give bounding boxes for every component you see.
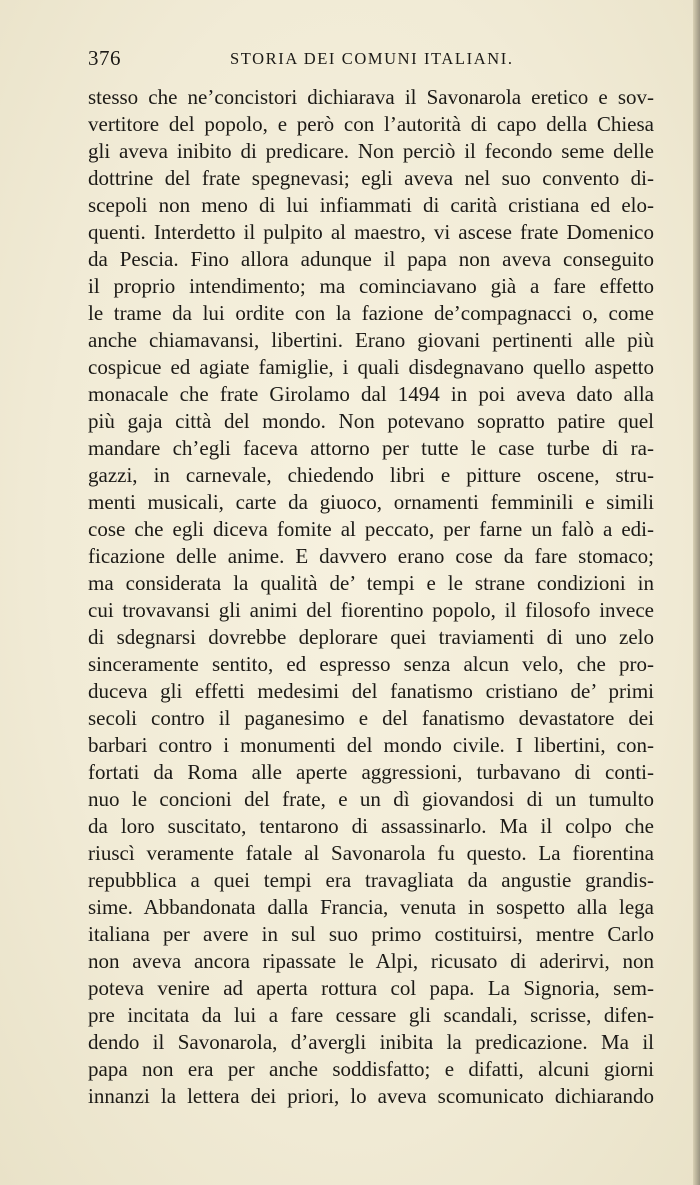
text-line: secoli contro il paganesimo e del fanatismo devastatore dei bbox=[88, 706, 654, 730]
text-line: fortati da Roma alle aperte aggressioni, turbavano di conti- bbox=[88, 760, 654, 784]
page-number: 376 bbox=[88, 46, 121, 70]
text-line: il proprio intendimento; ma cominciavano già a fare effetto bbox=[88, 274, 654, 298]
text-line: di sdegnarsi dovrebbe deplorare quei traviamenti di uno zelo bbox=[88, 625, 654, 649]
text-line: anche chiamavansi, libertini. Erano giovani pertinenti alle più bbox=[88, 328, 654, 352]
text-line: cui trovavansi gli animi del fiorentino popolo, il filosofo invece bbox=[88, 598, 654, 622]
body-text bbox=[88, 84, 654, 1110]
text-line: innanzi la lettera dei priori, lo aveva scomunicato dichiarando bbox=[88, 1084, 654, 1108]
text-line: ficazione delle anime. E davvero erano cose da fare stomaco; bbox=[88, 544, 654, 568]
text-line: dendo il Savonarola, d’avergli inibita la predicazione. Ma il bbox=[88, 1030, 654, 1054]
text-line: gazzi, in carnevale, chiedendo libri e pitture oscene, stru- bbox=[88, 463, 654, 487]
text-line: monacale che frate Girolamo dal 1494 in poi aveva dato alla bbox=[88, 382, 654, 406]
text-line: poteva venire ad aperta rottura col papa. La Signoria, sem- bbox=[88, 976, 654, 1000]
text-line: barbari contro i monumenti del mondo civile. I libertini, con- bbox=[88, 733, 654, 757]
page-header bbox=[88, 46, 658, 70]
text-line: duceva gli effetti medesimi del fanatismo cristiano de’ primi bbox=[88, 679, 654, 703]
text-line: scepoli non meno di lui infiammati di carità cristiana ed elo- bbox=[88, 193, 654, 217]
text-line: le trame da lui ordite con la fazione de’compagnacci o, come bbox=[88, 301, 654, 325]
text-line: mandare ch’egli faceva attorno per tutte le case turbe di ra- bbox=[88, 436, 654, 460]
text-line: da loro suscitato, tentarono di assassinarlo. Ma il colpo che bbox=[88, 814, 654, 838]
text-line: da Pescia. Fino allora adunque il papa non aveva conseguito bbox=[88, 247, 654, 271]
text-line: vertitore del popolo, e però con l’autorità di capo della Chiesa bbox=[88, 112, 654, 136]
text-line: pre incitata da lui a fare cessare gli scandali, scrisse, difen- bbox=[88, 1003, 654, 1027]
running-title: STORIA DEI COMUNI ITALIANI. bbox=[230, 49, 514, 68]
text-line: gli aveva inibito di predicare. Non perciò il fecondo seme delle bbox=[88, 139, 654, 163]
text-line: nuo le concioni del frate, e un dì giovandosi di un tumulto bbox=[88, 787, 654, 811]
text-line: sime. Abbandonata dalla Francia, venuta in sospetto alla lega bbox=[88, 895, 654, 919]
text-line: più gaja città del mondo. Non potevano sopratto patire quel bbox=[88, 409, 654, 433]
text-line: non aveva ancora ripassate le Alpi, ricusato di aderirvi, non bbox=[88, 949, 654, 973]
text-line: sinceramente sentito, ed espresso senza alcun velo, che pro- bbox=[88, 652, 654, 676]
text-line: repubblica a quei tempi era travagliata da angustie grandis- bbox=[88, 868, 654, 892]
text-line: cospicue ed agiate famiglie, i quali disdegnavano quello aspetto bbox=[88, 355, 654, 379]
text-line: ma considerata la qualità de’ tempi e le strane condizioni in bbox=[88, 571, 654, 595]
text-line: riuscì veramente fatale al Savonarola fu questo. La fiorentina bbox=[88, 841, 654, 865]
text-line: papa non era per anche soddisfatto; e difatti, alcuni giorni bbox=[88, 1057, 654, 1081]
text-line: quenti. Interdetto il pulpito al maestro, vi ascese frate Domenico bbox=[88, 220, 654, 244]
text-line: cose che egli diceva fomite al peccato, per farne un falò a edi- bbox=[88, 517, 654, 541]
text-line: stesso che ne’concistori dichiarava il Savonarola eretico e sov- bbox=[88, 85, 654, 109]
page-edge-shadow bbox=[693, 0, 700, 1185]
text-line: italiana per avere in sul suo primo costituirsi, mentre Carlo bbox=[88, 922, 654, 946]
text-line: dottrine del frate spegnevasi; egli aveva nel suo convento di- bbox=[88, 166, 654, 190]
text-line: menti musicali, carte da giuoco, ornamenti femminili e simili bbox=[88, 490, 654, 514]
